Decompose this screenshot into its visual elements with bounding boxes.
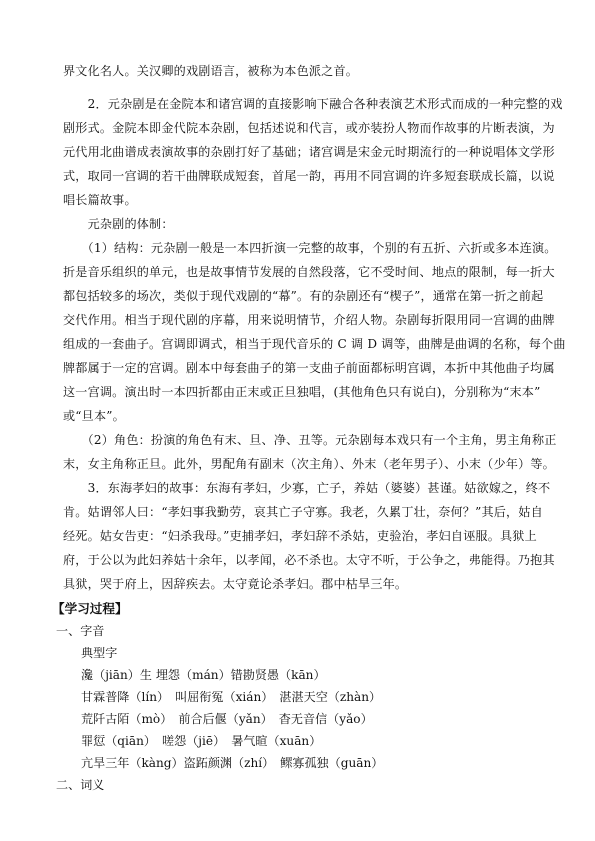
- text-line: 末，女主角称正旦。此外，男配角有副末（次主角）、外末（老年男子）、小末（少年）等。: [63, 457, 555, 471]
- text-line: 或“旦本”。: [63, 409, 125, 423]
- text-line: 元代用北曲谱成表演故事的杂剧打好了基础；诸宫调是宋金元时期流行的一种说唱体文学形: [63, 145, 555, 159]
- text-line: 式，取同一宫调的若干曲牌联成短套，首尾一韵，再用不同宫调的许多短套联成长篇，以说: [63, 169, 555, 183]
- subsection-title: 一、字音: [56, 624, 105, 638]
- subheading: 典型字: [81, 646, 118, 660]
- section-heading: 【学习过程】: [52, 601, 128, 616]
- text-line: 剧形式。金院本即金代院本杂剧，包括述说和代言，或亦装扮人物而作故事的片断表演，为: [63, 121, 555, 135]
- text-line: 唱长篇故事。: [63, 193, 137, 207]
- vocab-line: 瀺（jiān）生 埋怨（mán）错勘贤愚（kān）: [81, 668, 326, 682]
- text-line: 折是音乐组织的单元，也是故事情节发展的自然段落，它不受时间、地点的限制，每一折大: [63, 265, 555, 279]
- vocab-line: 甘霖普降（lín） 叫屈衔冤（xián） 湛湛天空（zhàn）: [81, 690, 382, 704]
- text-line: （2）角色：扮演的角色有末、旦、净、丑等。元杂剧每本戏只有一个主角，男主角称正: [63, 433, 557, 447]
- text-line: 都包括较多的场次，类似于现代戏剧的“幕”。有的杂剧还有“楔子”，通常在第一折之前起: [63, 289, 544, 303]
- text-line: 2．元杂剧是在金院本和诸宫调的直接影响下融合各种表演艺术形式而成的一种完整的戏: [63, 97, 563, 111]
- text-line: 3．东海孝妇的故事：东海有孝妇，少寡，亡子，养姑（婆婆）甚谨。姑欲嫁之，终不: [63, 481, 551, 495]
- vocab-line: 亢旱三年（kàng）盗跖颜渊（zhí） 鳏寡孤独（guān）: [81, 756, 384, 770]
- text-line: 经死。姑女告吏：“妇杀我母。”吏捕孝妇，孝妇辞不杀姑，吏验治，孝妇自诬服。具狱上: [63, 529, 537, 543]
- text-line: 肯。姑谓邻人曰：“孝妇事我勤劳，哀其亡子守寡。我老，久累丁壮，奈何？”其后，姑自: [63, 505, 543, 519]
- text-line: 牌都属于一定的宫调。剧本中每套曲子的第一支曲子前面都标明宫调，本折中其他曲子均属: [63, 361, 555, 375]
- text-line: 府，于公以为此妇养姑十余年，以孝闻，必不杀也。太守不听，于公争之，弗能得。乃抱其: [63, 553, 555, 567]
- text-line: 具狱，哭于府上，因辞疾去。太守竟论杀孝妇。郡中枯旱三年。: [63, 577, 408, 591]
- text-line: （1）结构：元杂剧一般是一本四折演一完整的故事，个别的有五折、六折或多本连演。: [63, 241, 557, 255]
- text-line: 组成的一套曲子。宫调即调式，相当于现代音乐的 C 调 D 调等，曲牌是曲调的名称，每个曲: [63, 337, 566, 351]
- vocab-line: 荒阡古陌（mò） 前合后偃（yǎn） 杳无音信（yǎo）: [81, 712, 373, 726]
- text-line: 界文化名人。关汉卿的戏剧语言，被称为本色派之首。: [63, 64, 359, 78]
- text-line: 元杂剧的体制：: [63, 217, 174, 231]
- text-line: 这一宫调。演出时一本四折都由正末或正旦独唱，(其他角色只有说白)，分别称为“末本”: [63, 385, 541, 399]
- vocab-line: 罪愆（qiān） 嗟怨（jiē） 暑气暄（xuān）: [81, 734, 322, 748]
- subsection-title: 二、词义: [56, 778, 105, 792]
- text-line: 交代作用。相当于现代剧的序幕，用来说明情节，介绍人物。杂剧每折限用同一宫调的曲牌: [63, 313, 555, 327]
